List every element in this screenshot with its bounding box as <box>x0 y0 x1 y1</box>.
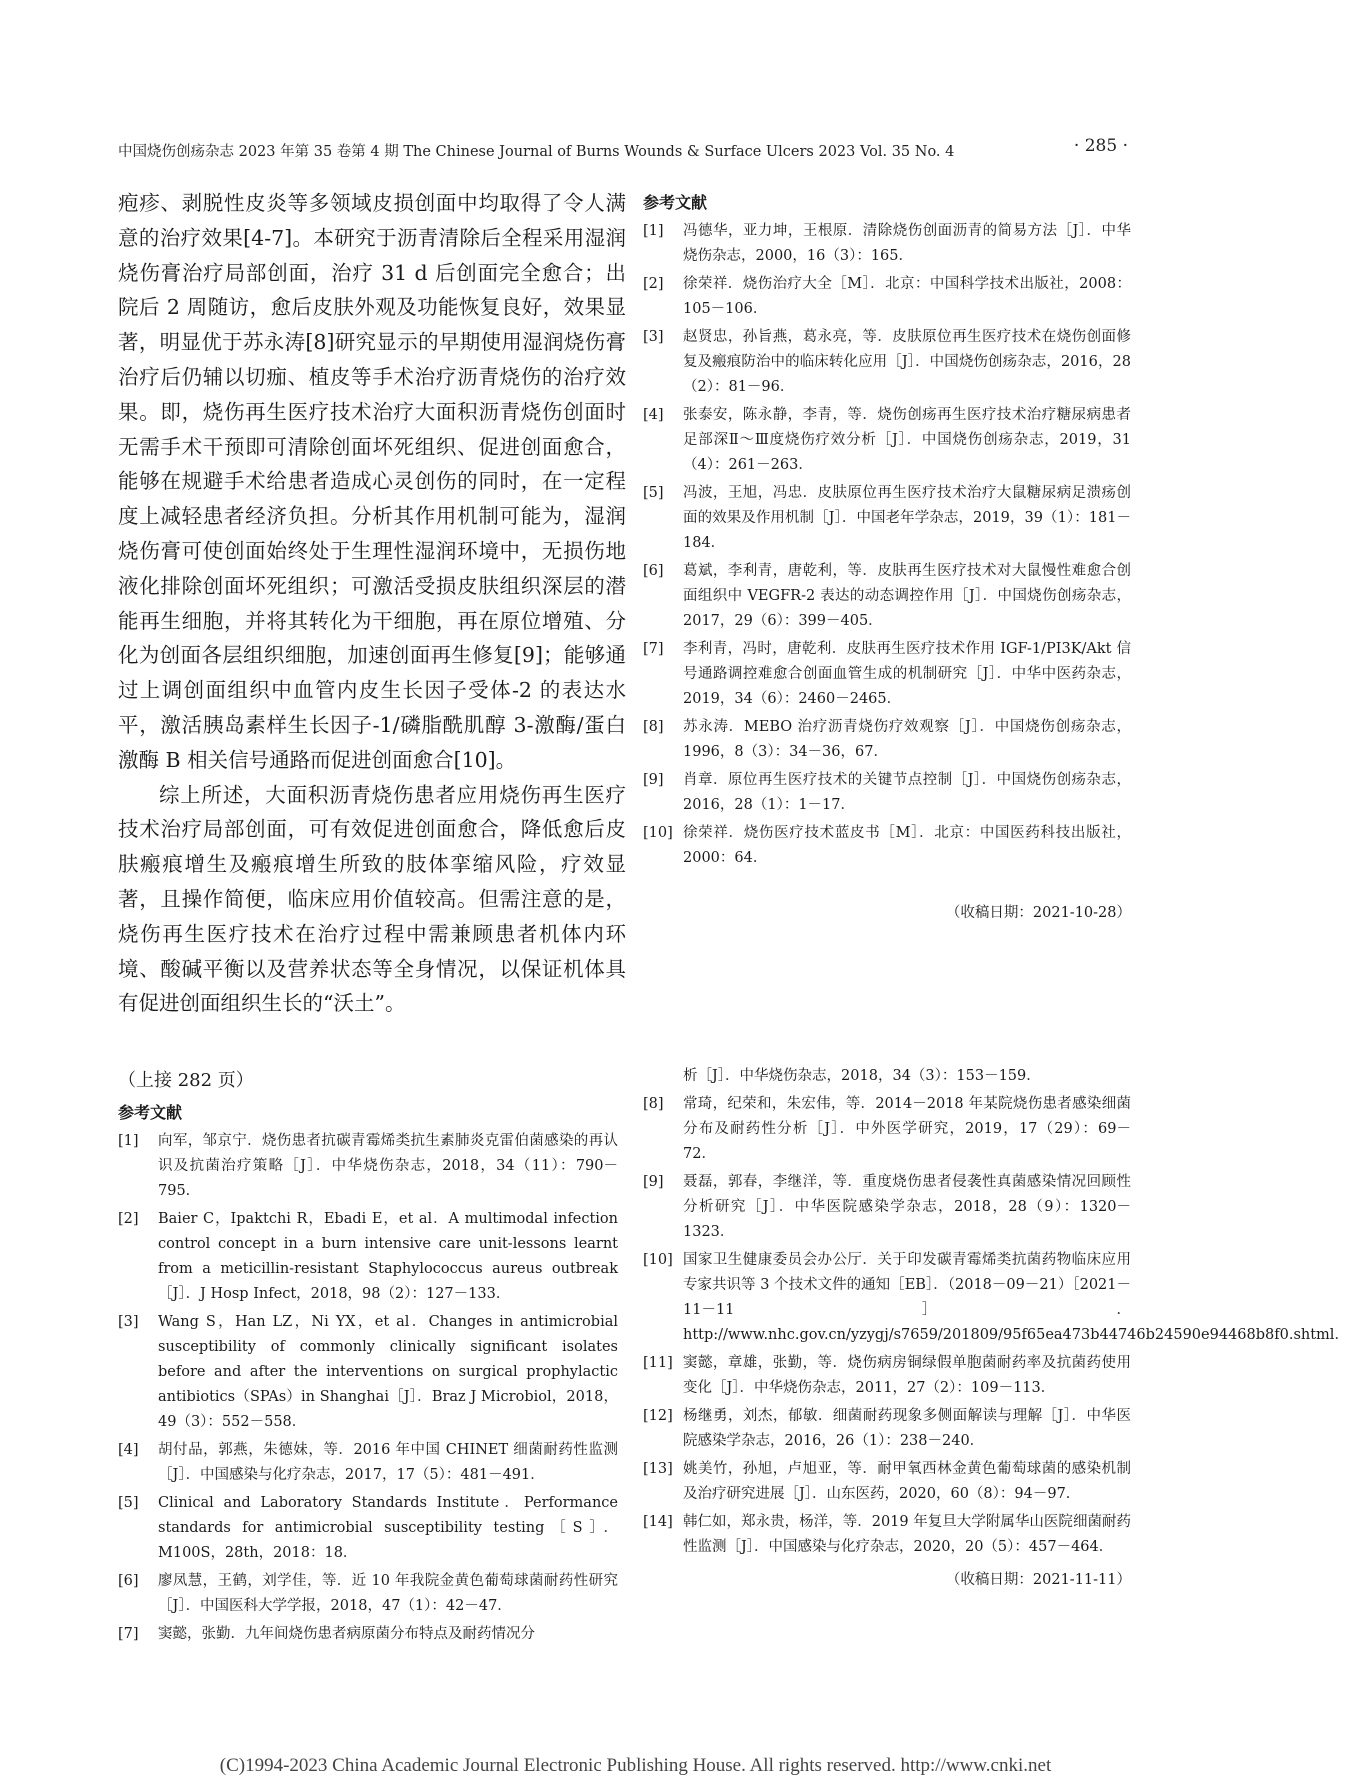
reference-text: 李利青，冯时，唐乾利．皮肤再生医疗技术作用 IGF-1/PI3K/Akt 信号通路调控难愈合创面血管生成的机制研究［J］．中华中医药杂志，2019，34（6）：2460－2465． <box>683 641 1131 707</box>
reference-item <box>118 1622 618 1647</box>
reference-list <box>643 219 1131 871</box>
reference-text: 姚美竹，孙旭，卢旭亚，等．耐甲氧西林金黄色葡萄球菌的感染机制及治疗研究进展［J］．山东医药，2020，60（8）：94－97． <box>683 1461 1131 1502</box>
references-section-continued-right <box>643 1064 1349 1589</box>
received-date: （收稿日期：2021-11-11） <box>945 1572 1131 1588</box>
reference-text: 肖章．原位再生医疗技术的关键节点控制［J］．中国烧伤创疡杂志，2016，28（1）：1－17． <box>683 772 1131 813</box>
reference-number: [9] <box>643 1174 664 1190</box>
reference-item <box>118 1310 618 1435</box>
reference-item <box>643 821 1131 871</box>
reference-number: [4] <box>643 407 664 423</box>
reference-item <box>643 559 1131 634</box>
reference-item <box>643 1457 1131 1507</box>
reference-text: 常琦，纪荣和，朱宏伟，等．2014－2018 年某院烧伤患者感染细菌分布及耐药性分析［J］．中外医学研究，2019，17（29）：69－72． <box>683 1096 1131 1162</box>
reference-text: 向军，邹京宁．烧伤患者抗碳青霉烯类抗生素肺炎克雷伯菌感染的再认识及抗菌治疗策略［J］．中华烧伤杂志，2018，34（11）：790－795． <box>158 1133 618 1199</box>
body-paragraph: 疱疹、剥脱性皮炎等多领域皮损创面中均取得了令人满意的治疗效果[4-7]。本研究于沥青清除后全程采用湿润烧伤膏治疗局部创面，治疗 31 d 后创面完全愈合；出院后 2 周随访，愈后皮肤外观及功能恢复良好，效果显著，明显优于苏永涛[8]研究显示的早期使用湿润烧伤膏治疗后仍辅以切痂、植皮等手术治疗沥青烧伤的治疗效果。即，烧伤再生医疗技术治疗大面积沥青烧伤创面时无需手术干预即可清除创面坏死组织、促进创面愈合，能够在规避手术给患者造成心灵创伤的同时，在一定程度上减轻患者经济负担。分析其作用机制可能为，湿润烧伤膏可使创面始终处于生理性湿润环境中，无损伤地液化排除创面坏死组织；可激活受损皮肤组织深层的潜能再生细胞，并将其转化为干细胞，再在原位增殖、分化为创面各层组织细胞，加速创面再生修复[9]；能够通过上调创面组织中血管内皮生长因子受体-2 的表达水平，激活胰岛素样生长因子-1/磷脂酰肌醇 3-激酶/蛋白激酶 B 相关信号通路而促进创面愈合[10]。 <box>118 191 626 772</box>
reference-item <box>643 1248 1349 1348</box>
reference-text: 聂磊，郭春，李继洋，等．重度烧伤患者侵袭性真菌感染情况回顾性分析研究［J］．中华医院感染学杂志，2018，28（9）：1320－1323． <box>683 1174 1131 1240</box>
reference-text: 赵贤忠，孙旨燕，葛永亮，等．皮肤原位再生医疗技术在烧伤创面修复及瘢痕防治中的临床转化应用［J］．中国烧伤创疡杂志，2016，28（2）：81－96． <box>683 329 1131 395</box>
copyright-footer: (C)1994-2023 China Academic Journal Electronic Publishing House. All rights reserved. http://www.cnki.net <box>219 1755 1052 1776</box>
references-title: 参考文献 <box>643 193 708 212</box>
reference-item <box>118 1207 618 1307</box>
page-number: · 285 · <box>1073 136 1128 156</box>
reference-number: [2] <box>643 276 664 292</box>
reference-text: 廖凤慧，王鹤，刘学佳，等．近 10 年我院金黄色葡萄球菌耐药性研究［J］．中国医科大学学报，2018，47（1）：42－47． <box>158 1573 618 1614</box>
reference-number: [2] <box>118 1211 139 1227</box>
reference-number: [13] <box>643 1461 673 1477</box>
reference-number: [10] <box>643 825 673 841</box>
reference-text: 徐荣祥．烧伤治疗大全［M］．北京：中国科学技术出版社，2008：105－106． <box>683 276 1131 317</box>
reference-text: 徐荣祥．烧伤医疗技术蓝皮书［M］．北京：中国医药科技出版社，2000：64． <box>683 825 1131 866</box>
reference-item <box>643 272 1131 322</box>
reference-item <box>643 325 1131 400</box>
reference-item <box>643 768 1131 818</box>
reference-item <box>643 1092 1131 1167</box>
body-paragraph: 综上所述，大面积沥青烧伤患者应用烧伤再生医疗技术治疗局部创面，可有效促进创面愈合，降低愈后皮肤瘢痕增生及瘢痕增生所致的肢体挛缩风险，疗效显著，且操作简便，临床应用价值较高。但需注意的是，烧伤再生医疗技术在治疗过程中需兼顾患者机体内环境、酸碱平衡以及营养状态等全身情况，以保证机体具有促进创面组织生长的“沃土”。 <box>118 782 626 1016</box>
reference-text: 胡付品，郭燕，朱德妹，等．2016 年中国 CHINET 细菌耐药性监测［J］．中国感染与化疗杂志，2017，17（5）：481－491． <box>158 1442 618 1483</box>
reference-text: 窦懿，章雄，张勤，等．烧伤病房铜绿假单胞菌耐药率及抗菌药使用变化［J］．中华烧伤杂志，2011，27（2）：109－113． <box>683 1355 1131 1396</box>
reference-text: Clinical and Laboratory Standards Institute．Performance standards for antimicrobial susceptibility testing［S］．M100S，28th，2018：18． <box>158 1495 618 1561</box>
reference-item <box>643 637 1131 712</box>
reference-number: [7] <box>643 641 664 657</box>
reference-text: 窦懿，张勤．九年间烧伤患者病原菌分布特点及耐药情况分 <box>158 1626 535 1642</box>
reference-text: 杨继勇，刘杰，郁敏．细菌耐药现象多侧面解读与理解［J］．中华医院感染学杂志，2016，26（1）：238－240． <box>683 1408 1131 1449</box>
reference-item <box>643 1064 1131 1089</box>
reference-number: [8] <box>643 1096 664 1112</box>
reference-number: [1] <box>118 1133 139 1149</box>
reference-number: [4] <box>118 1442 139 1458</box>
reference-text: 冯波，王旭，冯忠．皮肤原位再生医疗技术治疗大鼠糖尿病足溃疡创面的效果及作用机制［J］．中国老年学杂志，2019，39（1）：181－184． <box>683 485 1131 551</box>
continuation-note: （上接 282 页） <box>118 1070 254 1091</box>
reference-text: Wang S，Han LZ，Ni YX，et al．Changes in antimicrobial susceptibility of commonly clinically significant isolates before and after the interventions on surgical prophylactic antibiotics（SPAs）in Shanghai［J］．Braz J Microbiol，2018，49（3）：552－558． <box>158 1314 618 1430</box>
reference-text: 韩仁如，郑永贵，杨洋，等．2019 年复旦大学附属华山医院细菌耐药性监测［J］．中国感染与化疗杂志，2020，20（5）：457－464． <box>683 1514 1131 1555</box>
reference-item <box>643 1404 1131 1454</box>
reference-number: [5] <box>118 1495 139 1511</box>
reference-number: [1] <box>643 223 664 239</box>
references-section-continued <box>118 1100 618 1650</box>
reference-list <box>643 1064 1349 1560</box>
reference-number: [6] <box>643 563 664 579</box>
reference-number: [8] <box>643 719 664 735</box>
body-text-column <box>118 186 626 1021</box>
reference-number: [9] <box>643 772 664 788</box>
reference-item <box>118 1569 618 1619</box>
reference-number: [7] <box>118 1626 139 1642</box>
reference-number: [10] <box>643 1252 673 1268</box>
reference-number: [3] <box>118 1314 139 1330</box>
reference-item <box>643 219 1131 269</box>
reference-item <box>643 481 1131 556</box>
reference-text: 国家卫生健康委员会办公厅．关于印发碳青霉烯类抗菌药物临床应用专家共识等 3 个技术文件的通知［EB］．（2018－09－21）［2021－11－11］．http://www.nhc.gov.cn/yzygj/s7659/201809/95f65ea473b44746b24590e94468b8f0.shtml． <box>683 1252 1349 1343</box>
references-title: 参考文献 <box>118 1103 183 1122</box>
running-head <box>118 136 1128 160</box>
references-section <box>643 190 1131 922</box>
reference-item <box>118 1491 618 1566</box>
reference-item <box>118 1129 618 1204</box>
reference-number: [6] <box>118 1573 139 1589</box>
reference-number: [3] <box>643 329 664 345</box>
reference-text: 苏永涛．MEBO 治疗沥青烧伤疗效观察［J］．中国烧伤创疡杂志，1996，8（3）：34－36，67． <box>683 719 1131 760</box>
reference-item <box>643 1351 1131 1401</box>
reference-item <box>118 1438 618 1488</box>
reference-item <box>643 403 1131 478</box>
reference-list <box>118 1129 618 1647</box>
reference-item <box>643 715 1131 765</box>
received-date: （收稿日期：2021-10-28） <box>945 905 1131 921</box>
journal-citation: 中国烧伤创疡杂志 2023 年第 35 卷第 4 期 The Chinese Journal of Burns Wounds & Surface Ulcers 2023 Vol. 35 No. 4 <box>118 144 955 160</box>
reference-text: 葛斌，李利青，唐乾利，等．皮肤再生医疗技术对大鼠慢性难愈合创面组织中 VEGFR-2 表达的动态调控作用［J］．中国烧伤创疡杂志，2017，29（6）：399－405． <box>683 563 1131 629</box>
reference-item <box>643 1510 1131 1560</box>
reference-text: 析［J］．中华烧伤杂志，2018，34（3）：153－159． <box>683 1068 1041 1084</box>
reference-text: 冯德华，亚力坤，王根原．清除烧伤创面沥青的简易方法［J］．中华烧伤杂志，2000，16（3）：165． <box>683 223 1131 264</box>
reference-text: Baier C，Ipaktchi R，Ebadi E，et al．A multimodal infection control concept in a burn intensive care unit-lessons learnt from a meticillin-resistant Staphylococcus aureus outbreak［J］．J Hosp Infect，2018，98（2）：127－133． <box>158 1211 618 1302</box>
reference-number: [14] <box>643 1514 673 1530</box>
reference-text: 张泰安，陈永静，李青，等．烧伤创疡再生医疗技术治疗糖尿病患者足部深Ⅱ～Ⅲ度烧伤疗效分析［J］．中国烧伤创疡杂志，2019，31（4）：261－263． <box>683 407 1131 473</box>
reference-number: [12] <box>643 1408 673 1424</box>
reference-number: [11] <box>643 1355 673 1371</box>
reference-item <box>643 1170 1131 1245</box>
reference-number: [5] <box>643 485 664 501</box>
